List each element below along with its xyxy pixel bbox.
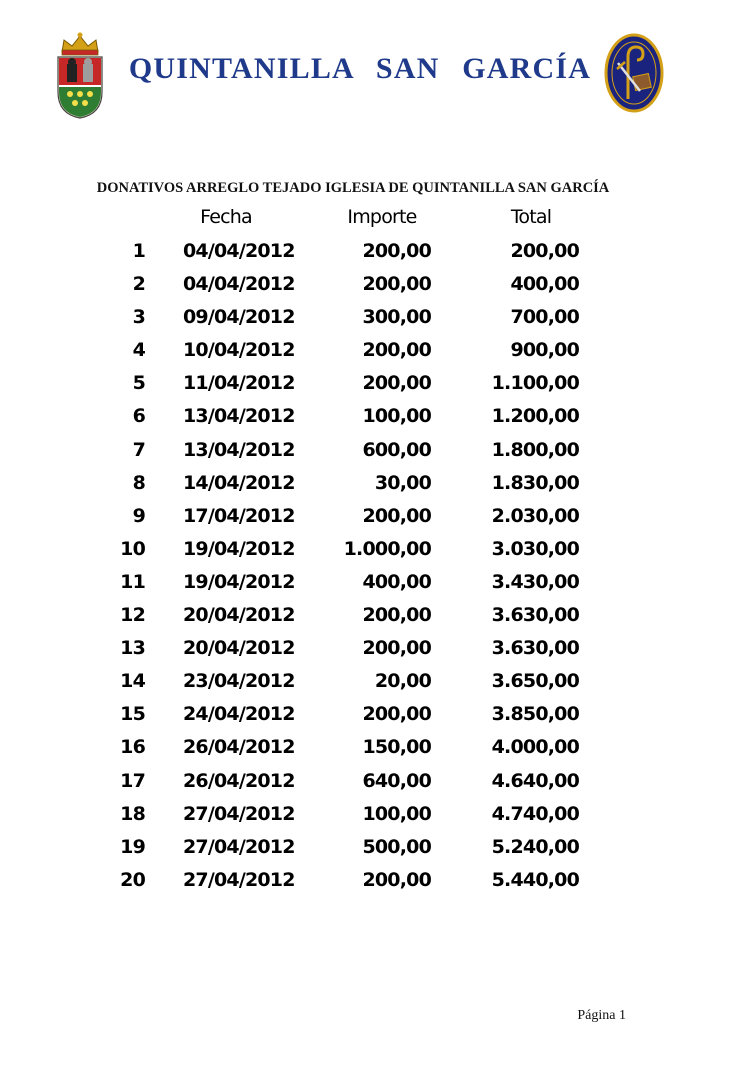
row-number: 16 — [120, 736, 145, 759]
date-cell: 26/04/2012 — [183, 736, 295, 759]
row-number: 12 — [120, 604, 145, 627]
table-row — [0, 864, 756, 897]
date-cell: 04/04/2012 — [183, 273, 295, 296]
running-total-cell: 4.740,00 — [491, 802, 579, 825]
date-cell: 17/04/2012 — [183, 504, 295, 527]
amount-cell: 200,00 — [362, 604, 431, 627]
document-subtitle: DONATIVOS ARREGLO TEJADO IGLESIA DE QUINTANILLA SAN GARCÍA — [96, 180, 610, 196]
running-total-cell: 3.650,00 — [491, 670, 579, 693]
row-number: 20 — [120, 868, 145, 891]
date-cell: 04/04/2012 — [183, 240, 295, 262]
row-number: 2 — [132, 273, 145, 296]
running-total-cell: 4.640,00 — [491, 769, 579, 792]
date-cell: 23/04/2012 — [183, 670, 295, 693]
amount-cell: 600,00 — [362, 438, 431, 461]
running-total-cell: 3.850,00 — [491, 703, 579, 726]
table-row — [0, 599, 756, 632]
row-number: 18 — [120, 802, 145, 825]
amount-cell: 1.000,00 — [343, 537, 431, 560]
amount-cell: 200,00 — [362, 240, 431, 262]
running-total-cell: 5.240,00 — [491, 835, 579, 858]
running-total-cell: 1.100,00 — [491, 372, 579, 395]
table-row — [0, 765, 756, 798]
amount-cell: 20,00 — [374, 670, 431, 693]
table-row — [0, 367, 756, 400]
date-cell: 14/04/2012 — [183, 471, 295, 494]
table-row — [0, 798, 756, 831]
row-number: 15 — [120, 703, 145, 726]
amount-cell: 200,00 — [362, 372, 431, 395]
running-total-cell: 3.630,00 — [491, 604, 579, 627]
amount-cell: 150,00 — [362, 736, 431, 759]
running-total-cell: 1.200,00 — [491, 405, 579, 428]
row-number: 3 — [132, 306, 145, 329]
running-total-cell: 2.030,00 — [491, 504, 579, 527]
running-total-cell: 400,00 — [510, 273, 579, 296]
row-number: 8 — [132, 471, 145, 494]
date-cell: 19/04/2012 — [183, 537, 295, 560]
table-row — [0, 301, 756, 334]
column-header-fecha: Fecha — [200, 206, 252, 228]
date-cell: 27/04/2012 — [183, 835, 295, 858]
amount-cell: 200,00 — [362, 339, 431, 362]
row-number: 4 — [132, 339, 145, 362]
amount-cell: 300,00 — [362, 306, 431, 329]
running-total-cell: 700,00 — [510, 306, 579, 329]
row-number: 9 — [132, 504, 145, 527]
table-row — [0, 334, 756, 367]
running-total-cell: 4.000,00 — [491, 736, 579, 759]
amount-cell: 500,00 — [362, 835, 431, 858]
table-row — [0, 500, 756, 533]
town-title: QUINTANILLA SAN GARCÍA — [128, 52, 592, 85]
column-header-importe: Importe — [347, 206, 417, 228]
date-cell: 27/04/2012 — [183, 868, 295, 891]
amount-cell: 400,00 — [362, 570, 431, 593]
date-cell: 26/04/2012 — [183, 769, 295, 792]
row-number: 7 — [132, 438, 145, 461]
table-row — [0, 467, 756, 500]
date-cell: 13/04/2012 — [183, 438, 295, 461]
running-total-cell: 1.800,00 — [491, 438, 579, 461]
table-row — [0, 434, 756, 467]
amount-cell: 200,00 — [362, 703, 431, 726]
amount-cell: 100,00 — [362, 802, 431, 825]
amount-cell: 30,00 — [374, 471, 431, 494]
running-total-cell: 3.030,00 — [491, 537, 579, 560]
row-number: 5 — [132, 372, 145, 395]
row-number: 14 — [120, 670, 145, 693]
table-row — [0, 665, 756, 698]
date-cell: 10/04/2012 — [183, 339, 295, 362]
date-cell: 09/04/2012 — [183, 306, 295, 329]
running-total-cell: 3.630,00 — [491, 637, 579, 660]
amount-cell: 100,00 — [362, 405, 431, 428]
row-number: 11 — [120, 570, 145, 593]
amount-cell: 200,00 — [362, 504, 431, 527]
parish-seal-icon — [604, 33, 664, 113]
table-row — [0, 533, 756, 566]
table-row — [0, 566, 756, 599]
running-total-cell: 5.440,00 — [491, 868, 579, 891]
table-row — [0, 831, 756, 864]
amount-cell: 200,00 — [362, 868, 431, 891]
donations-table — [0, 200, 756, 897]
running-total-cell: 3.430,00 — [491, 570, 579, 593]
row-number: 10 — [120, 537, 145, 560]
date-cell: 27/04/2012 — [183, 802, 295, 825]
table-header-row — [0, 200, 756, 235]
date-cell: 20/04/2012 — [183, 637, 295, 660]
amount-cell: 640,00 — [362, 769, 431, 792]
row-number: 13 — [120, 637, 145, 660]
page-number: Página 1 — [577, 1008, 626, 1023]
running-total-cell: 1.830,00 — [491, 471, 579, 494]
running-total-cell: 200,00 — [510, 240, 579, 262]
amount-cell: 200,00 — [362, 273, 431, 296]
table-row — [0, 268, 756, 301]
row-number: 6 — [132, 405, 145, 428]
table-row — [0, 632, 756, 665]
row-number: 19 — [120, 835, 145, 858]
row-number: 17 — [120, 769, 145, 792]
date-cell: 20/04/2012 — [183, 604, 295, 627]
table-row — [0, 235, 756, 268]
running-total-cell: 900,00 — [510, 339, 579, 362]
date-cell: 19/04/2012 — [183, 570, 295, 593]
date-cell: 11/04/2012 — [183, 372, 295, 395]
table-row — [0, 731, 756, 764]
table-row — [0, 400, 756, 433]
column-header-total: Total — [510, 206, 552, 228]
row-number: 1 — [132, 240, 145, 262]
page-header — [0, 0, 756, 130]
date-cell: 24/04/2012 — [183, 703, 295, 726]
date-cell: 13/04/2012 — [183, 405, 295, 428]
table-row — [0, 698, 756, 731]
amount-cell: 200,00 — [362, 637, 431, 660]
coat-of-arms-icon — [52, 30, 108, 120]
